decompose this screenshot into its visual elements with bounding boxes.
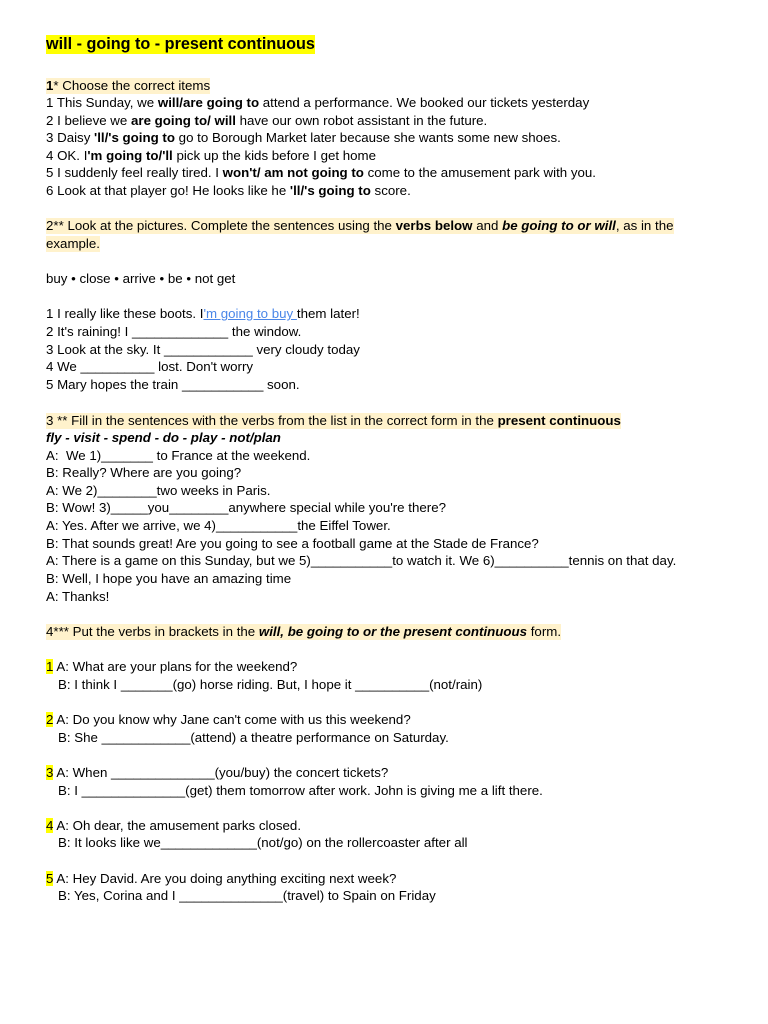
ex3-dialogue-line: A: We 2)________two weeks in Paris. [46,483,271,498]
ex4-item-1-question: 1 A: What are your plans for the weekend? [46,659,298,674]
ex2-sentence-3: 3 Look at the sky. It ____________ very cloudy today [46,342,360,357]
ex4-item-number: 4 [46,818,54,833]
ex2-sentence-5: 5 Mary hopes the train ___________ soon. [46,377,300,392]
ex3-heading: 3 ** Fill in the sentences with the verbs from the list in the correct form in the present continuous [46,413,621,428]
worksheet-title: will - going to - present continuous [46,35,315,53]
ex4-item-number: 1 [46,659,54,674]
ex2-example-answer: 'm going to buy [203,306,297,321]
ex4-item-3-question: 3 A: When ______________(you/buy) the concert tickets? [46,765,389,780]
ex1-item-2: 2 I believe we are going to/ will have our own robot assistant in the future. [46,113,488,128]
ex3-dialogue-line: B: That sounds great! Are you going to see a football game at the Stade de France? [46,536,539,551]
ex4-item-1-answer: B: I think I _______(go) horse riding. But, I hope it __________(not/rain) [58,677,483,692]
ex1-stars: * [53,78,59,93]
ex1-item-6: 6 Look at that player go! He looks like he 'll/'s going to score. [46,183,411,198]
ex2-sentence-2: 2 It's raining! I _____________ the window. [46,324,302,339]
ex4-item-4-question: 4 A: Oh dear, the amusement parks closed. [46,818,302,833]
ex4-item-2-question: 2 A: Do you know why Jane can't come with us this weekend? [46,712,411,727]
ex3-dialogue-line: B: Well, I hope you have an amazing time [46,571,292,586]
ex3-dialogue-line: A: Yes. After we arrive, we 4)___________the Eiffel Tower. [46,518,391,533]
ex4-item-5-answer: B: Yes, Corina and I ______________(travel) to Spain on Friday [58,888,436,903]
ex1-item-4: 4 OK. I'm going to/'ll pick up the kids before I get home [46,148,377,163]
ex4-item-number: 5 [46,871,54,886]
ex2-sentence-4: 4 We __________ lost. Don't worry [46,359,254,374]
ex3-verb-list: fly - visit - spend - do - play - not/plan [46,430,281,445]
ex1-heading [46,78,210,94]
ex2-heading-cont: example. [46,236,100,251]
ex3-dialogue-line: A: We 1)_______ to France at the weekend. [46,448,311,463]
ex3-dialogue-line: B: Really? Where are you going? [46,465,242,480]
ex4-item-5-question: 5 A: Hey David. Are you doing anything exciting next week? [46,871,397,886]
ex3-dialogue-line: B: Wow! 3)_____you________anywhere special while you're there? [46,500,446,515]
ex4-item-number: 3 [46,765,54,780]
ex1-item-3: 3 Daisy 'll/'s going to go to Borough Market later because she wants some new shoes. [46,130,561,145]
ex1-instruction: Choose the correct items [58,78,211,93]
ex1-number: 1 [46,78,54,93]
ex4-heading: 4*** Put the verbs in brackets in the will, be going to or the present continuous form. [46,624,562,639]
ex2-sentence-1: 1 I really like these boots. I'm going to buy them later! [46,306,360,321]
ex4-item-number: 2 [46,712,54,727]
ex2-verb-list: buy • close • arrive • be • not get [46,271,236,286]
ex2-heading: 2** Look at the pictures. Complete the sentences using the verbs below and be going to or will, as in the [46,218,674,233]
ex4-item-2-answer: B: She ____________(attend) a theatre performance on Saturday. [58,730,449,745]
ex1-item-1: 1 This Sunday, we will/are going to attend a performance. We booked our tickets yesterday [46,95,590,110]
ex4-item-3-answer: B: I ______________(get) them tomorrow after work. John is giving me a lift there. [58,783,543,798]
ex3-dialogue-line: A: Thanks! [46,589,110,604]
ex1-item-5: 5 I suddenly feel really tired. I won't/ am not going to come to the amusement park with you. [46,165,597,180]
ex4-item-4-answer: B: It looks like we_____________(not/go) on the rollercoaster after all [58,835,468,850]
ex3-dialogue-line: A: There is a game on this Sunday, but we 5)___________to watch it. We 6)__________tennis on that day. [46,553,677,568]
